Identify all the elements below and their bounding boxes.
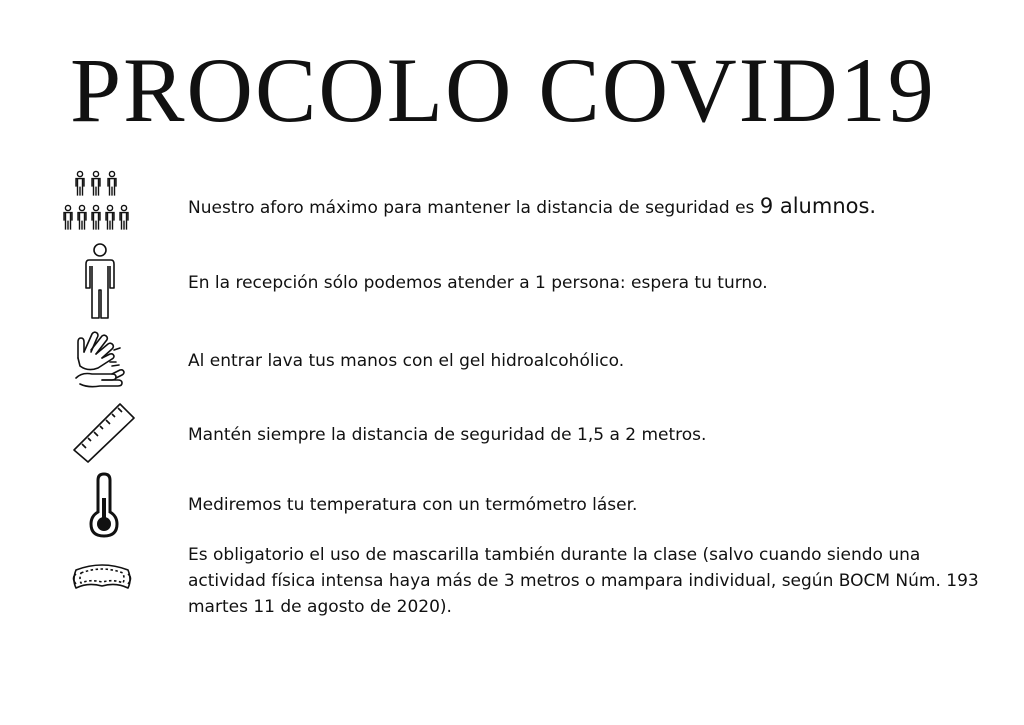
person-standing-icon [82,242,118,320]
person-figure [120,205,128,229]
page-title: PROCOLO COVID19 [70,39,936,141]
rule-capacity-text [188,193,1008,221]
ruler-icon [72,402,136,464]
person-figure [78,205,86,229]
rule-capacity-number: 9 alumnos. [759,194,877,218]
rule-reception-text: En la recepción sólo podemos atender a 1 persona: espera tu turno. [188,273,768,293]
rule-mask-text: Es obligatorio el uso de mascarilla también durante la clase (salvo cuando siendo una actividad física intensa haya más de 3 metros o mampara individual, según BOCM Núm. 193 martes 11 de agosto de 2020). [188,545,979,617]
washing-hands-icon [72,328,128,392]
person-figure [64,205,72,229]
rule-distance-text: Mantén siempre la distancia de seguridad de 1,5 a 2 metros. [188,425,707,445]
person-figure [108,171,116,195]
rule-hands-text: Al entrar lava tus manos con el gel hidroalcohólico. [188,351,625,371]
person-figure [92,171,100,195]
person-figure [76,171,84,195]
rule-capacity-main: Nuestro aforo máximo para mantener la distancia de seguridad es [188,198,760,218]
person-figure [92,205,100,229]
person-figure [106,205,114,229]
face-mask-icon [70,560,134,596]
group-of-people-icon [60,170,136,240]
thermometer-icon [88,472,120,538]
rule-temperature-text: Mediremos tu temperatura con un termómetro láser. [188,495,638,515]
